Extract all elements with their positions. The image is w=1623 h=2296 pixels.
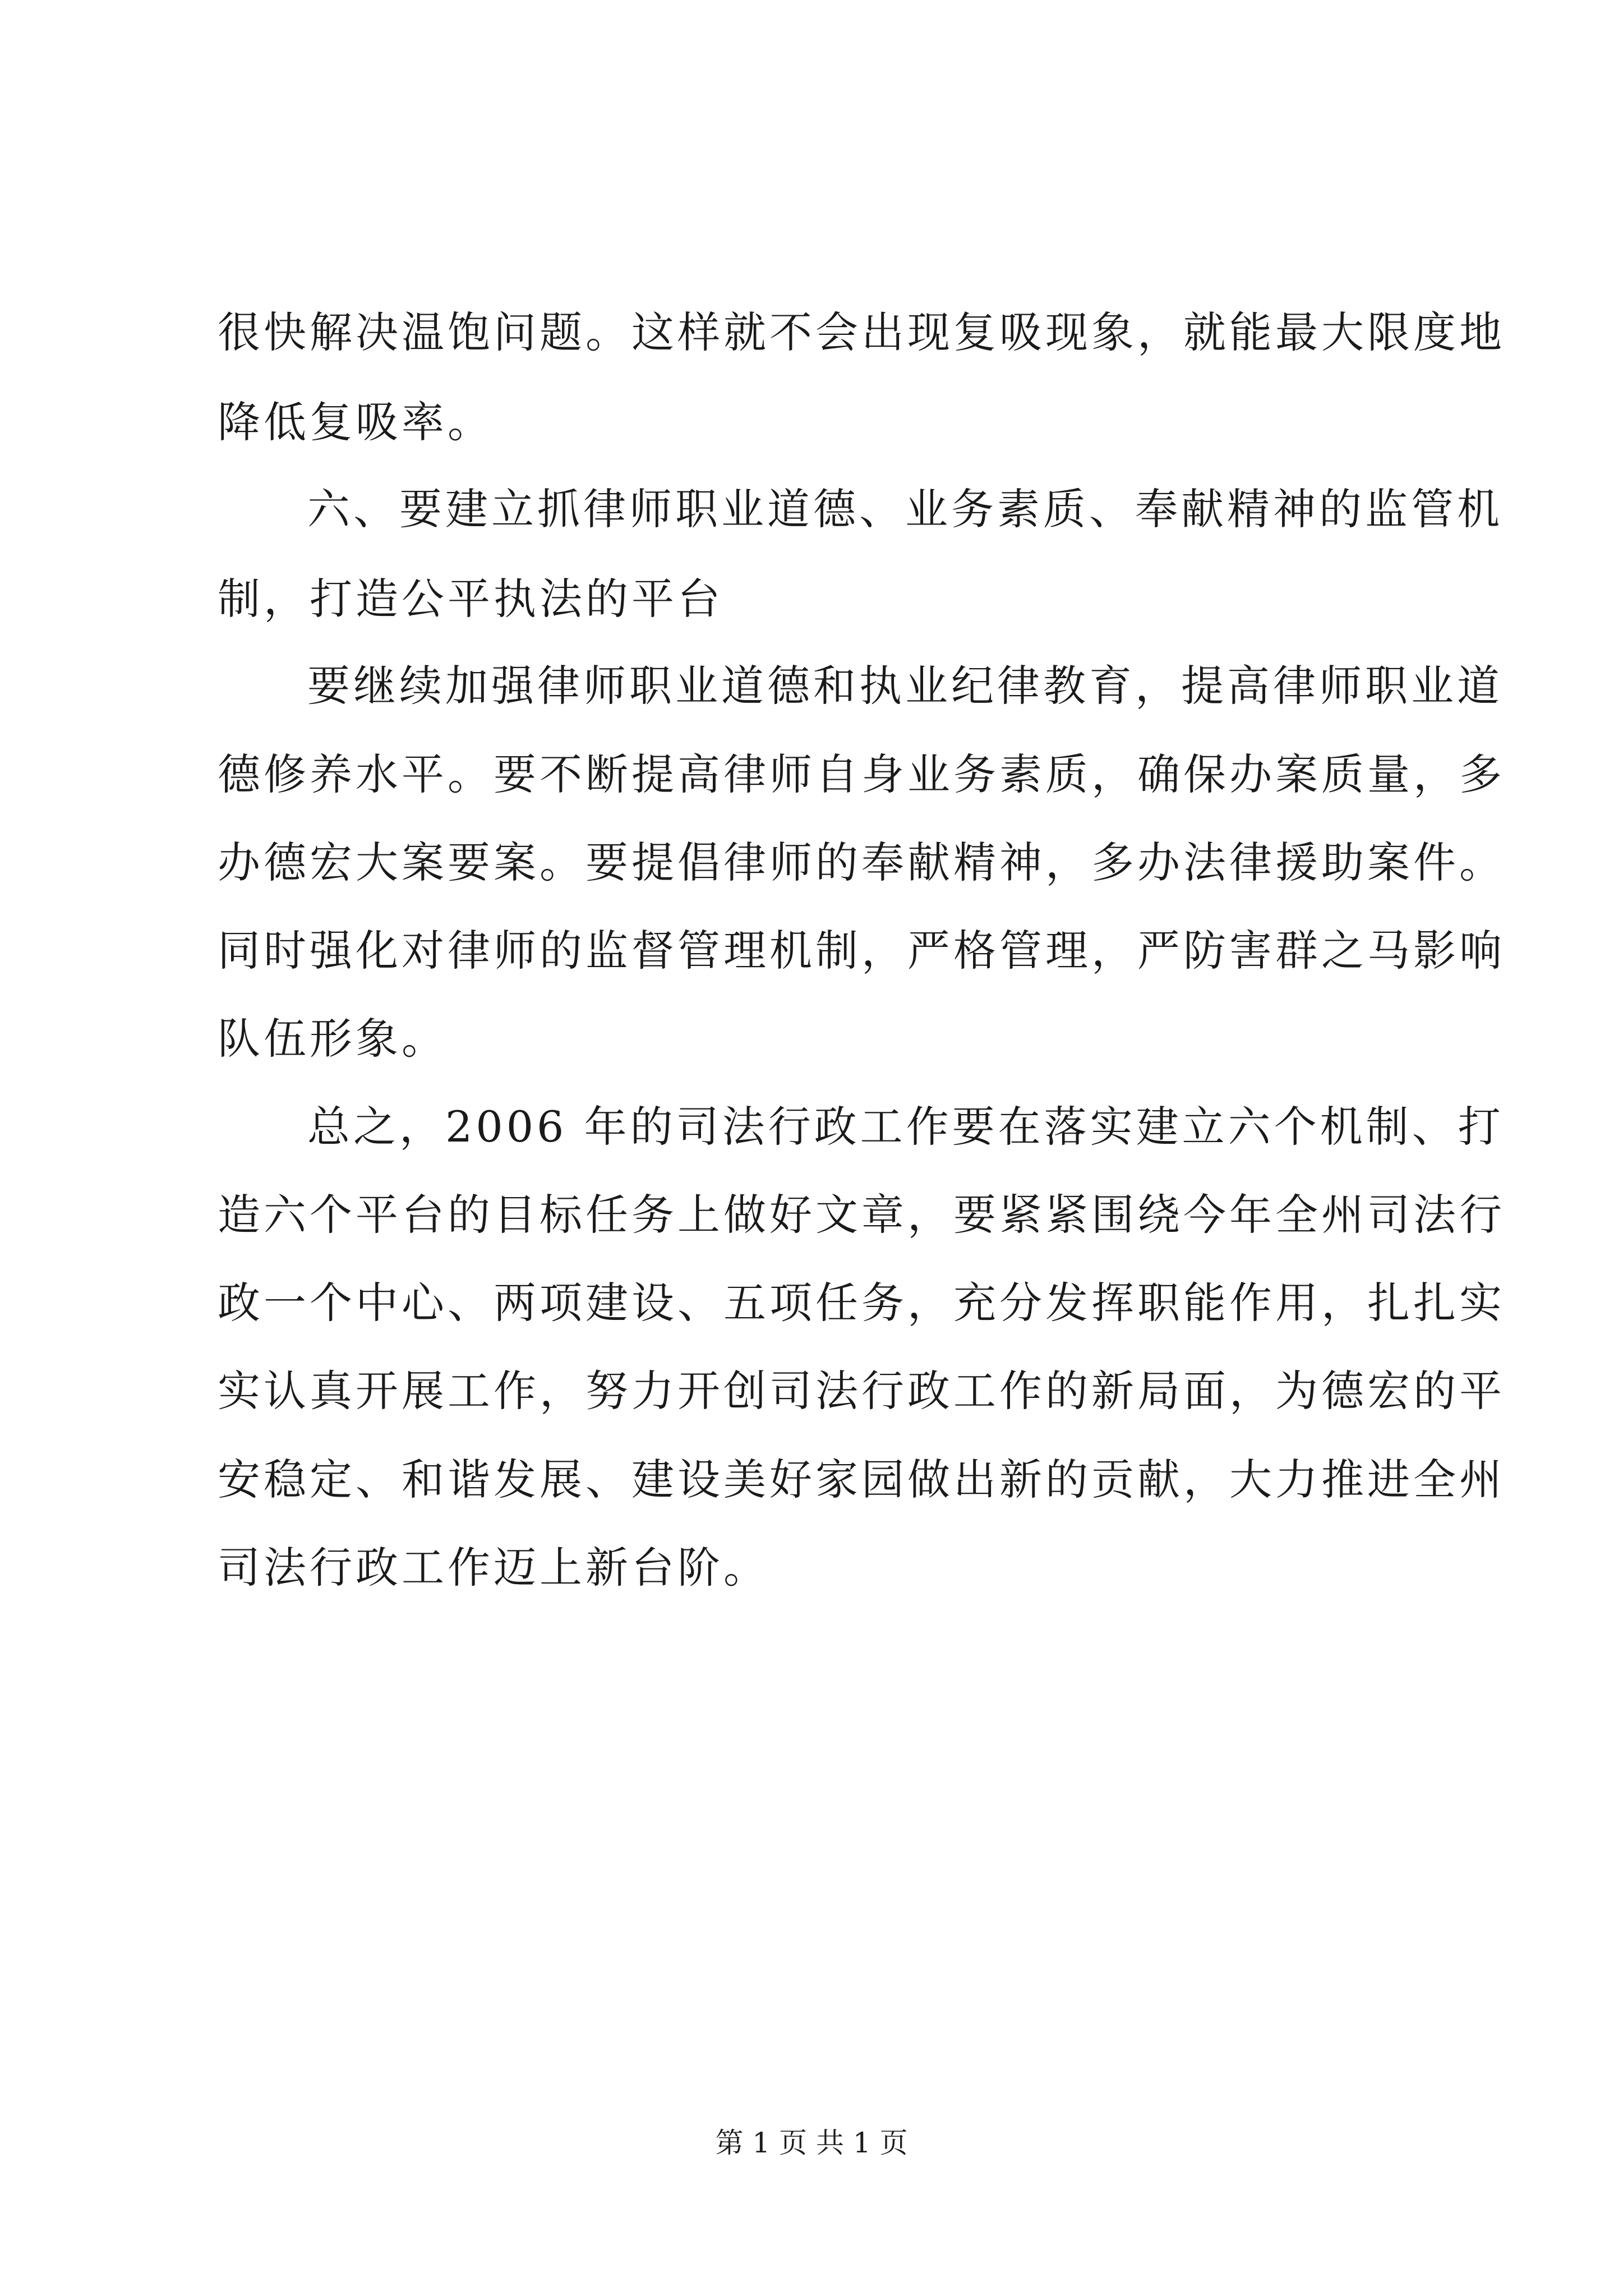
- paragraph-line: 政一个中心、两项建设、五项任务，充分发挥职能作用，扎扎实: [218, 1278, 1505, 1328]
- paragraph-line: 造六个平台的目标任务上做好文章，要紧紧围绕今年全州司法行: [218, 1190, 1505, 1240]
- paragraph-line: 很快解决温饱问题。这样就不会出现复吸现象，就能最大限度地: [218, 307, 1505, 357]
- paragraph-line: 队伍形象。: [218, 1014, 448, 1064]
- paragraph-line: 降低复吸率。: [218, 397, 494, 447]
- paragraph-line: 实认真开展工作，努力开创司法行政工作的新局面，为德宏的平: [218, 1366, 1505, 1416]
- page-number-footer: 第 1 页 共 1 页: [715, 2127, 908, 2159]
- section-heading-line: 制，打造公平执法的平台: [218, 574, 723, 624]
- paragraph-line: 总之，2006 年的司法行政工作要在落实建立六个机制、打: [307, 1102, 1504, 1152]
- section-heading-line: 六、要建立抓律师职业道德、业务素质、奉献精神的监管机: [307, 484, 1503, 534]
- paragraph-line: 德修养水平。要不断提高律师自身业务素质，确保办案质量，多: [218, 749, 1505, 799]
- paragraph-line: 办德宏大案要案。要提倡律师的奉献精神，多办法律援助案件。: [218, 838, 1505, 887]
- paragraph-line: 要继续加强律师职业道德和执业纪律教育，提高律师职业道: [307, 661, 1503, 711]
- paragraph-line: 同时强化对律师的监督管理机制，严格管理，严防害群之马影响: [218, 926, 1505, 976]
- paragraph-line: 安稳定、和谐发展、建设美好家园做出新的贡献，大力推进全州: [218, 1455, 1505, 1504]
- paragraph-line: 司法行政工作迈上新台阶。: [218, 1543, 769, 1593]
